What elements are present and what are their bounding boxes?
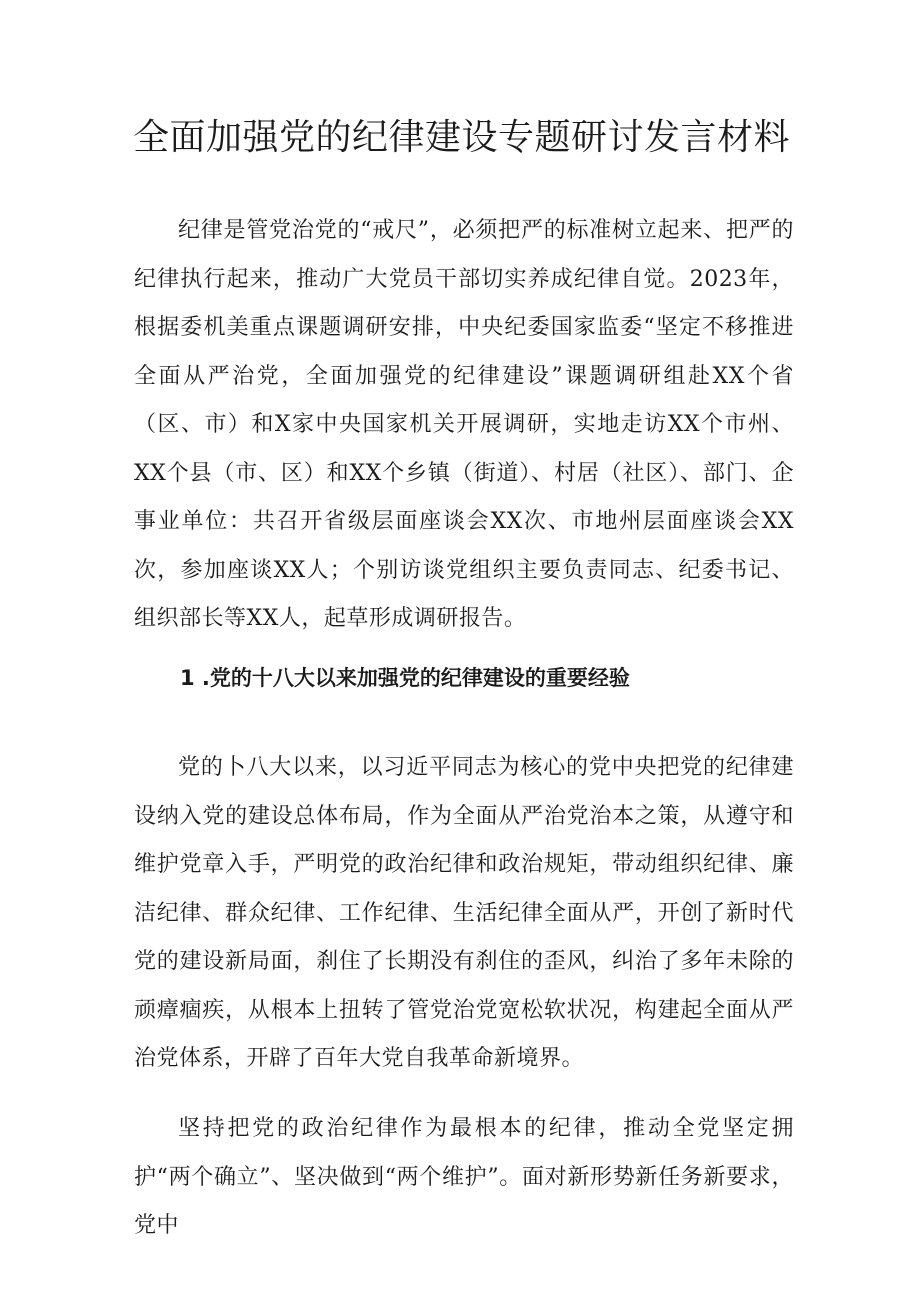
paragraph-intro: 纪律是管党治党的“戒尺”，必须把严的标准树立起来、把严的纪律执行起来，推动广大党员干部切实养成纪律自觉。2023年，根据委机美重点课题调研安排，中央纪委国家监委“坚定不移推进全面从严治党，全面加强党的纪律建设”课题调研组赴XX个省（区、市）和X家中央国家机关开展调研，实地走访XX个市州、XX个县（市、区）和XX个乡镇（街道）、村居（社区）、部门、企事业单位：共召开省级层面座谈会XX次、市地州层面座谈会XX次，参加座谈XX人；个别访谈党组织主要负责同志、纪委书记、组织部长等XX人，起草形成调研报告。 bbox=[134, 218, 794, 631]
paragraph-body: 党的卜八大以来，以习近平同志为核心的党中央把党的纪律建设纳入党的建设总体布局，作为全面从严治党治本之策，从遵守和维护党章入手，严明党的政治纪律和政治规矩，带动组织纪律、廉洁纪律、群众纪律、工作纪律、生活纪律全面从严，开创了新时代党的建设新局面，刹住了长期没有刹住的歪风，纠治了多年未除的顽瘴痼疾，从根本上扭转了管党治党宽松软状况，构建起全面从严治党体系，开辟了百年大党自我革命新境界。 bbox=[134, 755, 794, 1071]
document-title: 全面加强党的纪律建设专题研讨发言材料 bbox=[133, 117, 791, 158]
section-heading: 1 .党的十八大以来加强党的纪律建设的重要经验 bbox=[180, 666, 630, 690]
paragraph-continued: 坚持把党的政治纪律作为最根本的纪律，推动全党坚定拥护“两个确立”、坚决做到“两个维护”。面对新形势新任务新要求，党中 bbox=[134, 1116, 794, 1238]
